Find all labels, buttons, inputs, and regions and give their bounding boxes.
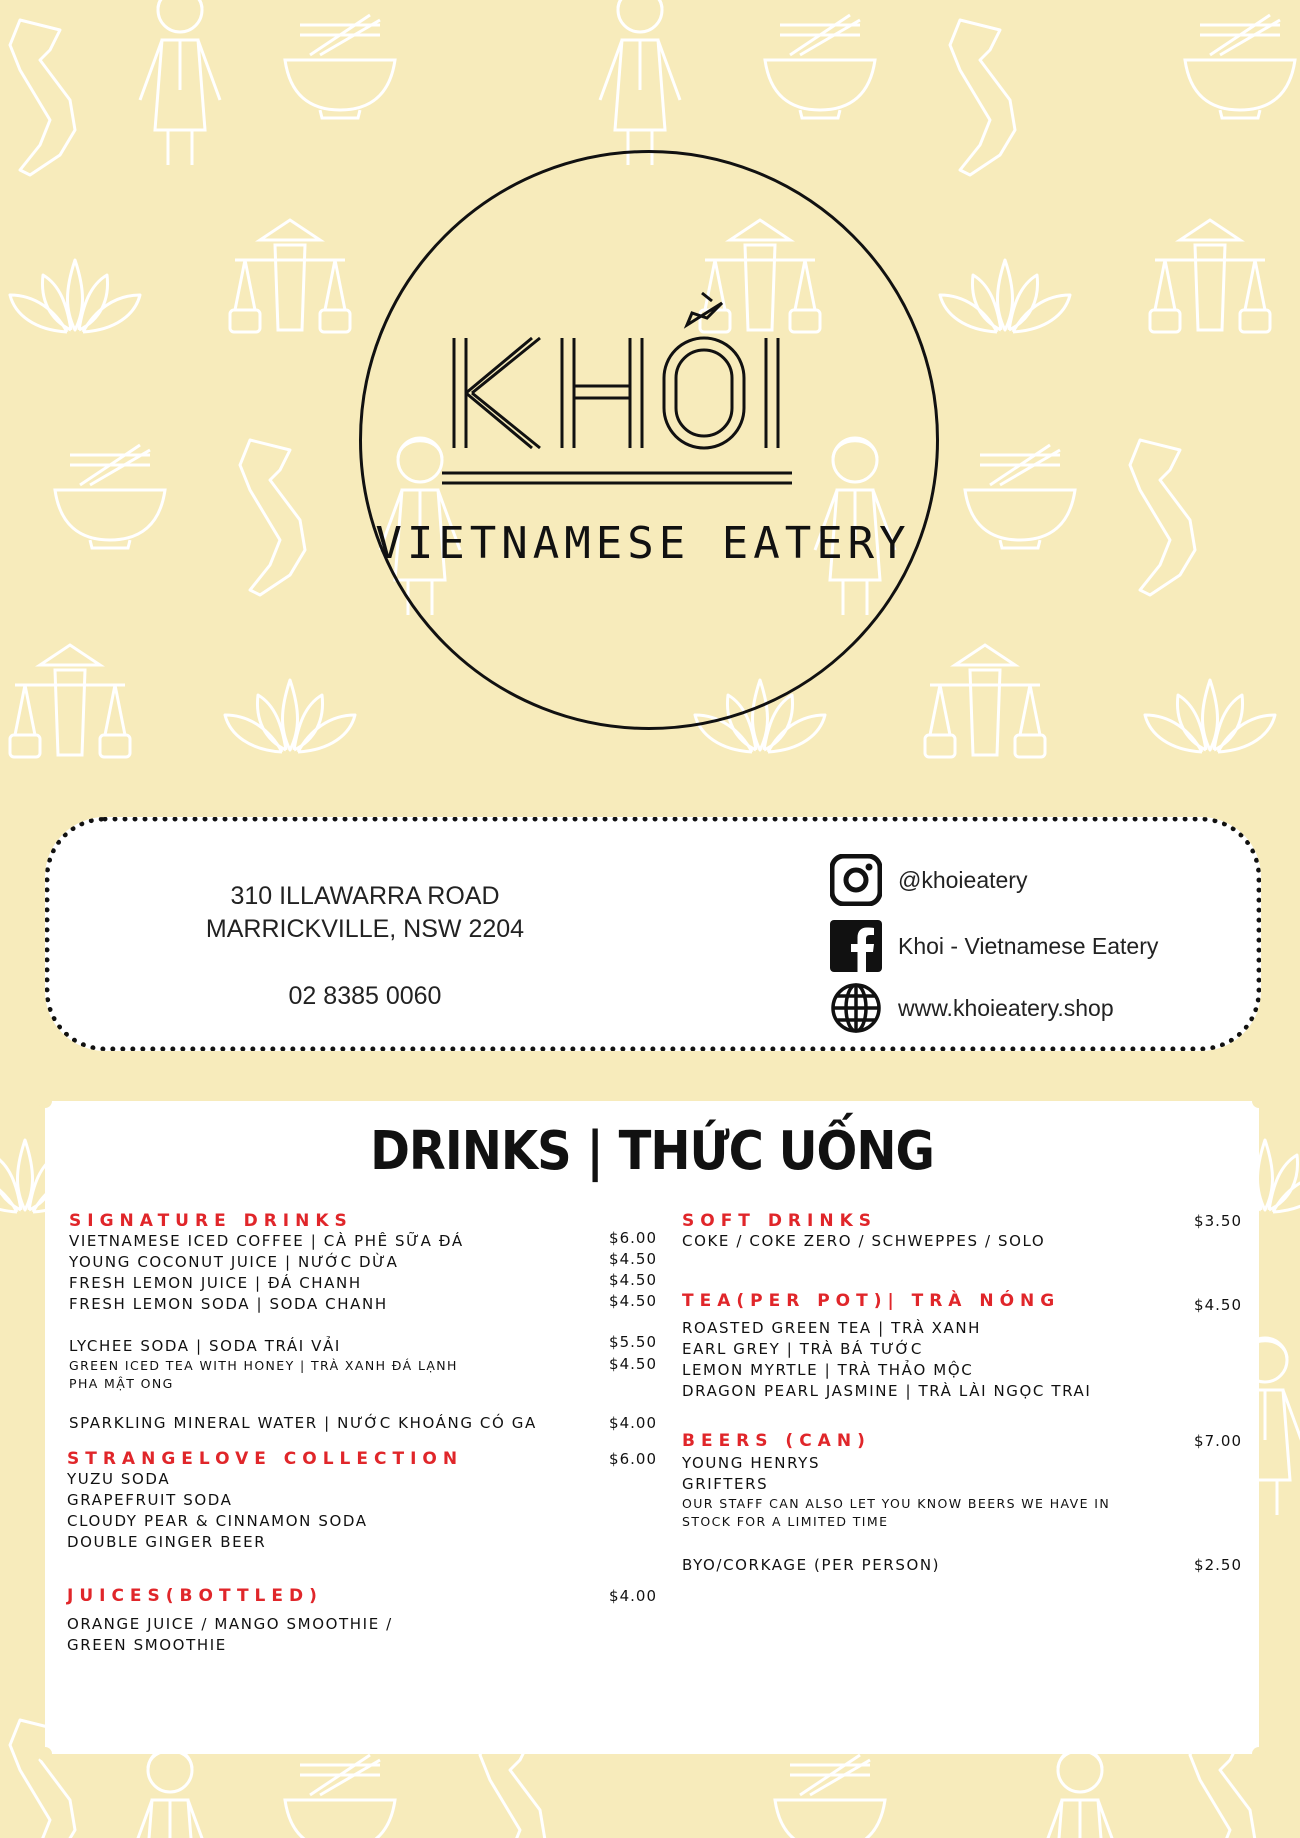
item-price: $4.00 xyxy=(609,1414,657,1432)
menu-item: COKE / COKE ZERO / SCHWEPPES / SOLO xyxy=(682,1232,1046,1250)
section-soft-drinks xyxy=(682,1211,1242,1252)
item-price: $4.50 xyxy=(609,1355,657,1373)
section-heading: TEA(PER POT)| TRÀ NÓNG xyxy=(682,1291,1061,1311)
section-byo xyxy=(682,1555,1242,1576)
section-price: $4.50 xyxy=(1194,1296,1242,1314)
section-price: $4.00 xyxy=(609,1587,657,1605)
logo-tagline: VIETNAMESE EATERY xyxy=(375,518,911,569)
menu-item: FRESH LEMON SODA | SODA CHANH xyxy=(69,1295,388,1313)
address-line-2: MARRICKVILLE, NSW 2204 xyxy=(205,915,525,943)
menu-item: LEMON MYRTLE | TRÀ THẢO MỘC xyxy=(682,1361,974,1379)
menu-item: GRAPEFRUIT SODA xyxy=(67,1491,233,1509)
item-price: $4.50 xyxy=(609,1271,657,1289)
menu-item: FRESH LEMON JUICE | ĐÁ CHANH xyxy=(69,1274,362,1292)
item-price: $6.00 xyxy=(609,1229,657,1247)
menu-note: STOCK FOR A LIMITED TIME xyxy=(682,1514,889,1529)
menu-item: ROASTED GREEN TEA | TRÀ XANH xyxy=(682,1319,982,1337)
menu-item-continued: PHA MẬT ONG xyxy=(69,1376,174,1391)
section-price: $6.00 xyxy=(609,1450,657,1468)
section-beers xyxy=(682,1431,1242,1531)
section-heading: SIGNATURE DRINKS xyxy=(69,1211,353,1231)
section-juices xyxy=(67,1586,657,1656)
section-heading: JUICES(BOTTLED) xyxy=(67,1586,323,1606)
website-url: www.khoieatery.shop xyxy=(898,994,1114,1021)
menu-item: SPARKLING MINERAL WATER | NƯỚC KHOÁNG CÓ GA xyxy=(69,1414,537,1432)
section-price: $7.00 xyxy=(1194,1432,1242,1450)
instagram-handle: @khoieatery xyxy=(898,866,1028,893)
website-link[interactable] xyxy=(830,980,1114,1036)
menu-item: BYO/CORKAGE (PER PERSON) xyxy=(682,1556,941,1574)
menu-item: EARL GREY | TRÀ BÁ TƯỚC xyxy=(682,1340,923,1358)
logo-wordmark xyxy=(362,153,942,733)
menu-item: YOUNG COCONUT JUICE | NƯỚC DỪA xyxy=(69,1253,399,1271)
phone-number[interactable]: 02 8385 0060 xyxy=(288,982,442,1010)
menu-title: DRINKS | THỨC UỐNG xyxy=(370,1119,934,1183)
item-price: $4.50 xyxy=(609,1250,657,1268)
menu-item: DOUBLE GINGER BEER xyxy=(67,1533,267,1551)
item-price: $4.50 xyxy=(609,1292,657,1310)
menu-item: YOUNG HENRYS xyxy=(682,1454,821,1472)
item-price: $2.50 xyxy=(1194,1556,1242,1574)
menu-item: GREEN SMOOTHIE xyxy=(67,1636,227,1654)
globe-icon xyxy=(830,982,882,1034)
menu-item: LYCHEE SODA | SODA TRÁI VẢI xyxy=(69,1337,341,1355)
menu-item: GREEN ICED TEA WITH HONEY | TRÀ XANH ĐÁ LẠNH xyxy=(69,1358,458,1373)
menu-item: CLOUDY PEAR & CINNAMON SODA xyxy=(67,1512,368,1530)
address-line-1: 310 ILLAWARRA ROAD xyxy=(230,882,500,910)
section-heading: STRANGELOVE COLLECTION xyxy=(67,1449,464,1469)
instagram-link[interactable] xyxy=(830,852,1027,908)
menu-item: DRAGON PEARL JASMINE | TRÀ LÀI NGỌC TRAI xyxy=(682,1382,1092,1400)
menu-item: VIETNAMESE ICED COFFEE | CÀ PHÊ SỮA ĐÁ xyxy=(69,1232,464,1250)
section-signature xyxy=(67,1211,657,1434)
drinks-menu xyxy=(45,1101,1259,1754)
instagram-icon xyxy=(830,854,882,906)
facebook-icon xyxy=(830,920,882,972)
facebook-name: Khoi - Vietnamese Eatery xyxy=(898,932,1159,959)
section-tea xyxy=(682,1291,1242,1402)
section-heading: BEERS (CAN) xyxy=(682,1431,871,1451)
section-price: $3.50 xyxy=(1194,1212,1242,1230)
section-heading: SOFT DRINKS xyxy=(682,1211,877,1231)
menu-note: OUR STAFF CAN ALSO LET YOU KNOW BEERS WE HAVE IN xyxy=(682,1496,1111,1511)
logo xyxy=(359,150,939,730)
menu-item: GRIFTERS xyxy=(682,1475,769,1493)
contact-box xyxy=(45,817,1261,1051)
section-strangelove xyxy=(67,1449,657,1553)
menu-item: YUZU SODA xyxy=(67,1470,171,1488)
item-price: $5.50 xyxy=(609,1333,657,1351)
facebook-link[interactable] xyxy=(830,918,1158,974)
menu-item: ORANGE JUICE / MANGO SMOOTHIE / xyxy=(67,1615,393,1633)
